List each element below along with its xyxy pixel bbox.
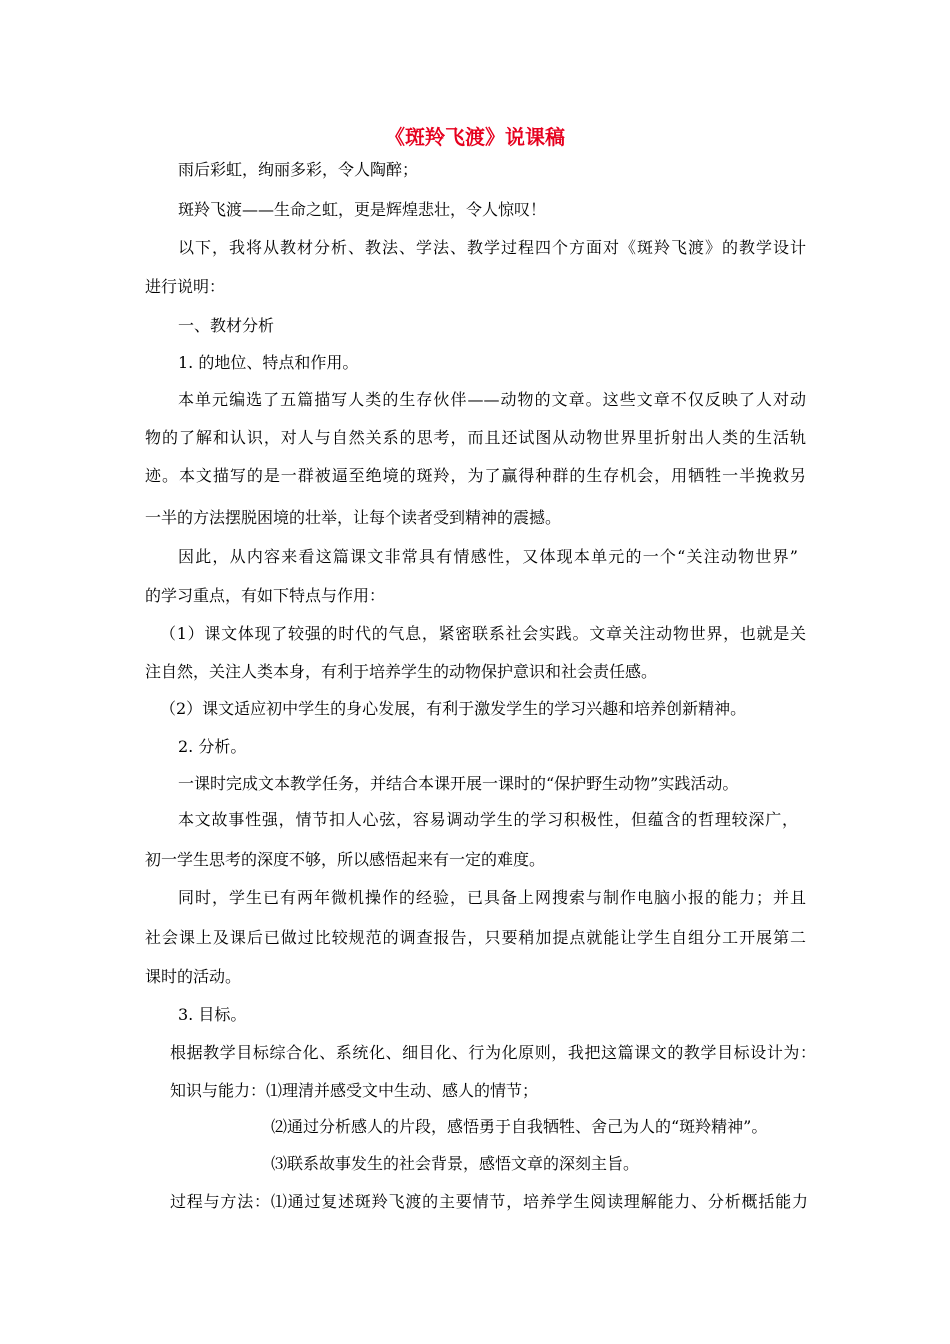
document-title: 《斑羚飞渡》说课稿 — [385, 125, 565, 149]
paragraph-line: 同时，学生已有两年微机操作的经验，已具备上网搜索与制作电脑小报的能力；并且 — [178, 888, 806, 907]
subsection-heading: 3. 目标。 — [178, 1005, 247, 1024]
paragraph-line: 根据教学目标综合化、系统化、细目化、行为化原则，我把这篇课文的教学目标设计为： — [170, 1043, 816, 1062]
paragraph-line: 因此，从内容来看这篇课文非常具有情感性，又体现本单元的一个“关注动物世界” — [178, 547, 798, 566]
objective-line: ⑶联系故事发生的社会背景，感悟文章的深刻主旨。 — [271, 1154, 640, 1173]
paragraph-line: 本单元编选了五篇描写人类的生存伙伴——动物的文章。这些文章不仅反映了人对动 — [178, 390, 806, 409]
section-heading: 一、教材分析 — [178, 316, 275, 335]
objective-line: 过程与方法：⑴通过复述斑羚飞渡的主要情节，培养学生阅读理解能力、分析概括能力 — [170, 1192, 808, 1211]
paragraph-line: 物的了解和认识，对人与自然关系的思考，而且还试图从动物世界里折射出人类的生活轨 — [145, 428, 806, 447]
paragraph-line: 雨后彩虹，绚丽多彩，令人陶醉； — [178, 160, 419, 179]
paragraph-line: 迹。本文描写的是一群被逼至绝境的斑羚，为了赢得种群的生存机会，用牺牲一半挽救另 — [145, 466, 806, 485]
list-item-line: （2）课文适应初中学生的身心发展，有利于激发学生的学习兴趣和培养创新精神。 — [160, 699, 747, 718]
paragraph-line: 斑羚飞渡——生命之虹，更是辉煌悲壮，令人惊叹！ — [178, 200, 547, 219]
objective-line: ⑵通过分析感人的片段，感悟勇于自我牺牲、舍己为人的“斑羚精神”。 — [271, 1117, 768, 1136]
paragraph-line: 课时的活动。 — [145, 967, 242, 986]
paragraph-line: 本文故事性强，情节扣人心弦，容易调动学生的学习积极性，但蕴含的哲理较深广， — [178, 810, 798, 829]
paragraph-line: 一课时完成文本教学任务，并结合本课开展一课时的“保护野生动物”实践活动。 — [178, 774, 739, 793]
paragraph-line: 社会课上及课后已做过比较规范的调查报告，只要稍加提点就能让学生自组分工开展第二 — [145, 928, 806, 947]
paragraph-line: 的学习重点，有如下特点与作用： — [145, 586, 386, 605]
list-item-line: （1）课文体现了较强的时代的气息，紧密联系社会实践。文章关注动物世界，也就是关 — [160, 624, 806, 643]
subsection-heading: 2. 分析。 — [178, 737, 247, 756]
paragraph-line: 以下，我将从教材分析、教法、学法、教学过程四个方面对《斑羚飞渡》的教学设计 — [178, 238, 806, 257]
paragraph-line: 进行说明： — [145, 277, 226, 296]
list-item-line: 注自然，关注人类本身，有利于培养学生的动物保护意识和社会责任感。 — [145, 662, 658, 681]
subsection-heading: 1. 的地位、特点和作用。 — [178, 353, 359, 372]
paragraph-line: 初一学生思考的深度不够，所以感悟起来有一定的难度。 — [145, 850, 546, 869]
objective-line: 知识与能力：⑴理清并感受文中生动、感人的情节； — [170, 1081, 539, 1100]
paragraph-line: 一半的方法摆脱困境的壮举，让每个读者受到精神的震撼。 — [145, 508, 562, 527]
